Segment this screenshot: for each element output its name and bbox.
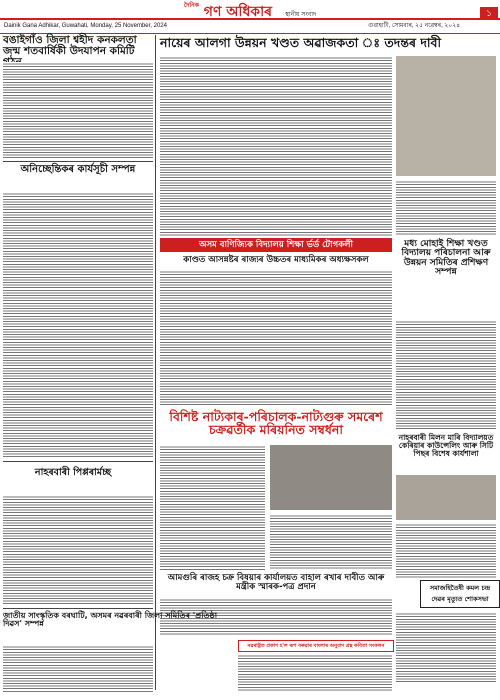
story-2-headline: নায়েৰ আলগা উন্নয়ন খণ্ডত অৱাজকতা ঃ তদন্তৰ দাবী bbox=[160, 35, 442, 50]
story-4-subhead: কাণ্ডত আসন্নষ্টৰ ৰাজ্যৰ উচ্চতৰ মাধ্যমিকৰ অধ্যক্ষসকল bbox=[183, 255, 369, 265]
story-2-body bbox=[160, 56, 392, 236]
story-12-body bbox=[238, 654, 392, 692]
story-3-body bbox=[3, 192, 153, 457]
story-4-banner: অসম বাণিজ্যিক বিদ্যালয় শিক্ষা ৰ্ভৰ্ড টোগকলী bbox=[160, 238, 392, 252]
story-9-body bbox=[3, 645, 153, 693]
story-8-body bbox=[3, 495, 153, 605]
story-9-headline: জাতীয় সাংস্কৃতিক বৰঘাটি, অসমৰ নৱৰবাৰী জিলা সমিতিৰ 'প্ৰতিষ্ঠা দিৱস' সম্পন্ন bbox=[3, 611, 218, 629]
story-1-headline: বঙাইগাঁও জিলা শ্বহীদ কনকলতা জন্ম শতবাৰ্ষিকী উদযাপন কমিটি bbox=[3, 34, 137, 58]
divider bbox=[3, 161, 153, 162]
story-7-photo bbox=[396, 475, 496, 520]
masthead-title: গণ অধিকাৰ bbox=[203, 4, 273, 20]
masthead-pretitle: দৈনিক bbox=[183, 2, 199, 9]
divider bbox=[3, 461, 153, 462]
story-12-strip: নৱৰাষ্ট্ৰত প্ৰকাশ হ'ল ৰূপ বৰুৱাৰ বাংলাৰ অনুবাদ গ্ৰন্থ কবিতা সংকলন bbox=[238, 640, 394, 652]
edition-line: Dainik Gana Adhikar, Guwahati, Monday, 25 November, 2024 bbox=[4, 23, 167, 29]
story-6-body bbox=[160, 445, 265, 570]
story-2-caption bbox=[396, 180, 496, 236]
story-11-body bbox=[396, 612, 496, 682]
story-6-body-2 bbox=[270, 514, 392, 570]
story-11-box: সমাজহিতৈষী কমল চন্দ্ৰ দেৱৰ মৃত্যুত শোকসভা bbox=[420, 580, 500, 608]
story-8-headline: নাহৰবাৰী পিপ্পৰাৰ্মচ্ছ bbox=[34, 467, 112, 478]
story-6-headline: বিশিষ্ট নাট্যকাৰ-পৰিচালক-নাট্যগুৰু সমৰেশ চক্ৰৱৰ্তীক মৰিয়নিত সম্বৰ্ধনা bbox=[169, 409, 383, 438]
story-6-photo bbox=[270, 445, 392, 510]
story-1-body bbox=[3, 62, 153, 158]
story-10-headline: আমগুৰি ৰাজহ চক্ৰ বিষয়াৰ কাৰ্যালয়ত বাহাল ৰখাৰ দাবীত আৰু মন্ত্ৰীক স্মাৰক-পত্ৰ প্ৰদান bbox=[167, 573, 385, 592]
story-4-body bbox=[160, 270, 392, 405]
story-5-headline: মধ্য মোহাই শিক্ষা খণ্ডত বিদ্যালয় পৰিচালনা আৰু উন্নয়ন সমিতিৰ প্ৰশিক্ষণ সম্পন্ন bbox=[401, 239, 491, 278]
column-rule bbox=[155, 35, 156, 690]
story-3-headline: অনিচ্ছেন্তিকৰ কাৰ্যসূচী সম্পন্ন bbox=[20, 164, 136, 175]
story-5-body bbox=[396, 320, 496, 430]
story-7-headline: নাহৰবাৰী মিলন মাৰি বিদ্যালয়ত কেৰিয়াৰ কাউন্সেলিং আৰু সিটি পিছৰ বিশেষ কাৰ্যশালা bbox=[398, 433, 494, 458]
story-7-body bbox=[396, 523, 496, 578]
masthead-section: স্থানীয় সংবাদ bbox=[284, 11, 317, 18]
story-2-photo bbox=[396, 56, 496, 176]
edition-date: গুৱাহাটী, সোমবাৰ, ২৫ নৱেম্বৰ, ২০২৪ bbox=[368, 23, 460, 29]
divider bbox=[3, 608, 153, 609]
page-number: ১ bbox=[480, 7, 498, 20]
